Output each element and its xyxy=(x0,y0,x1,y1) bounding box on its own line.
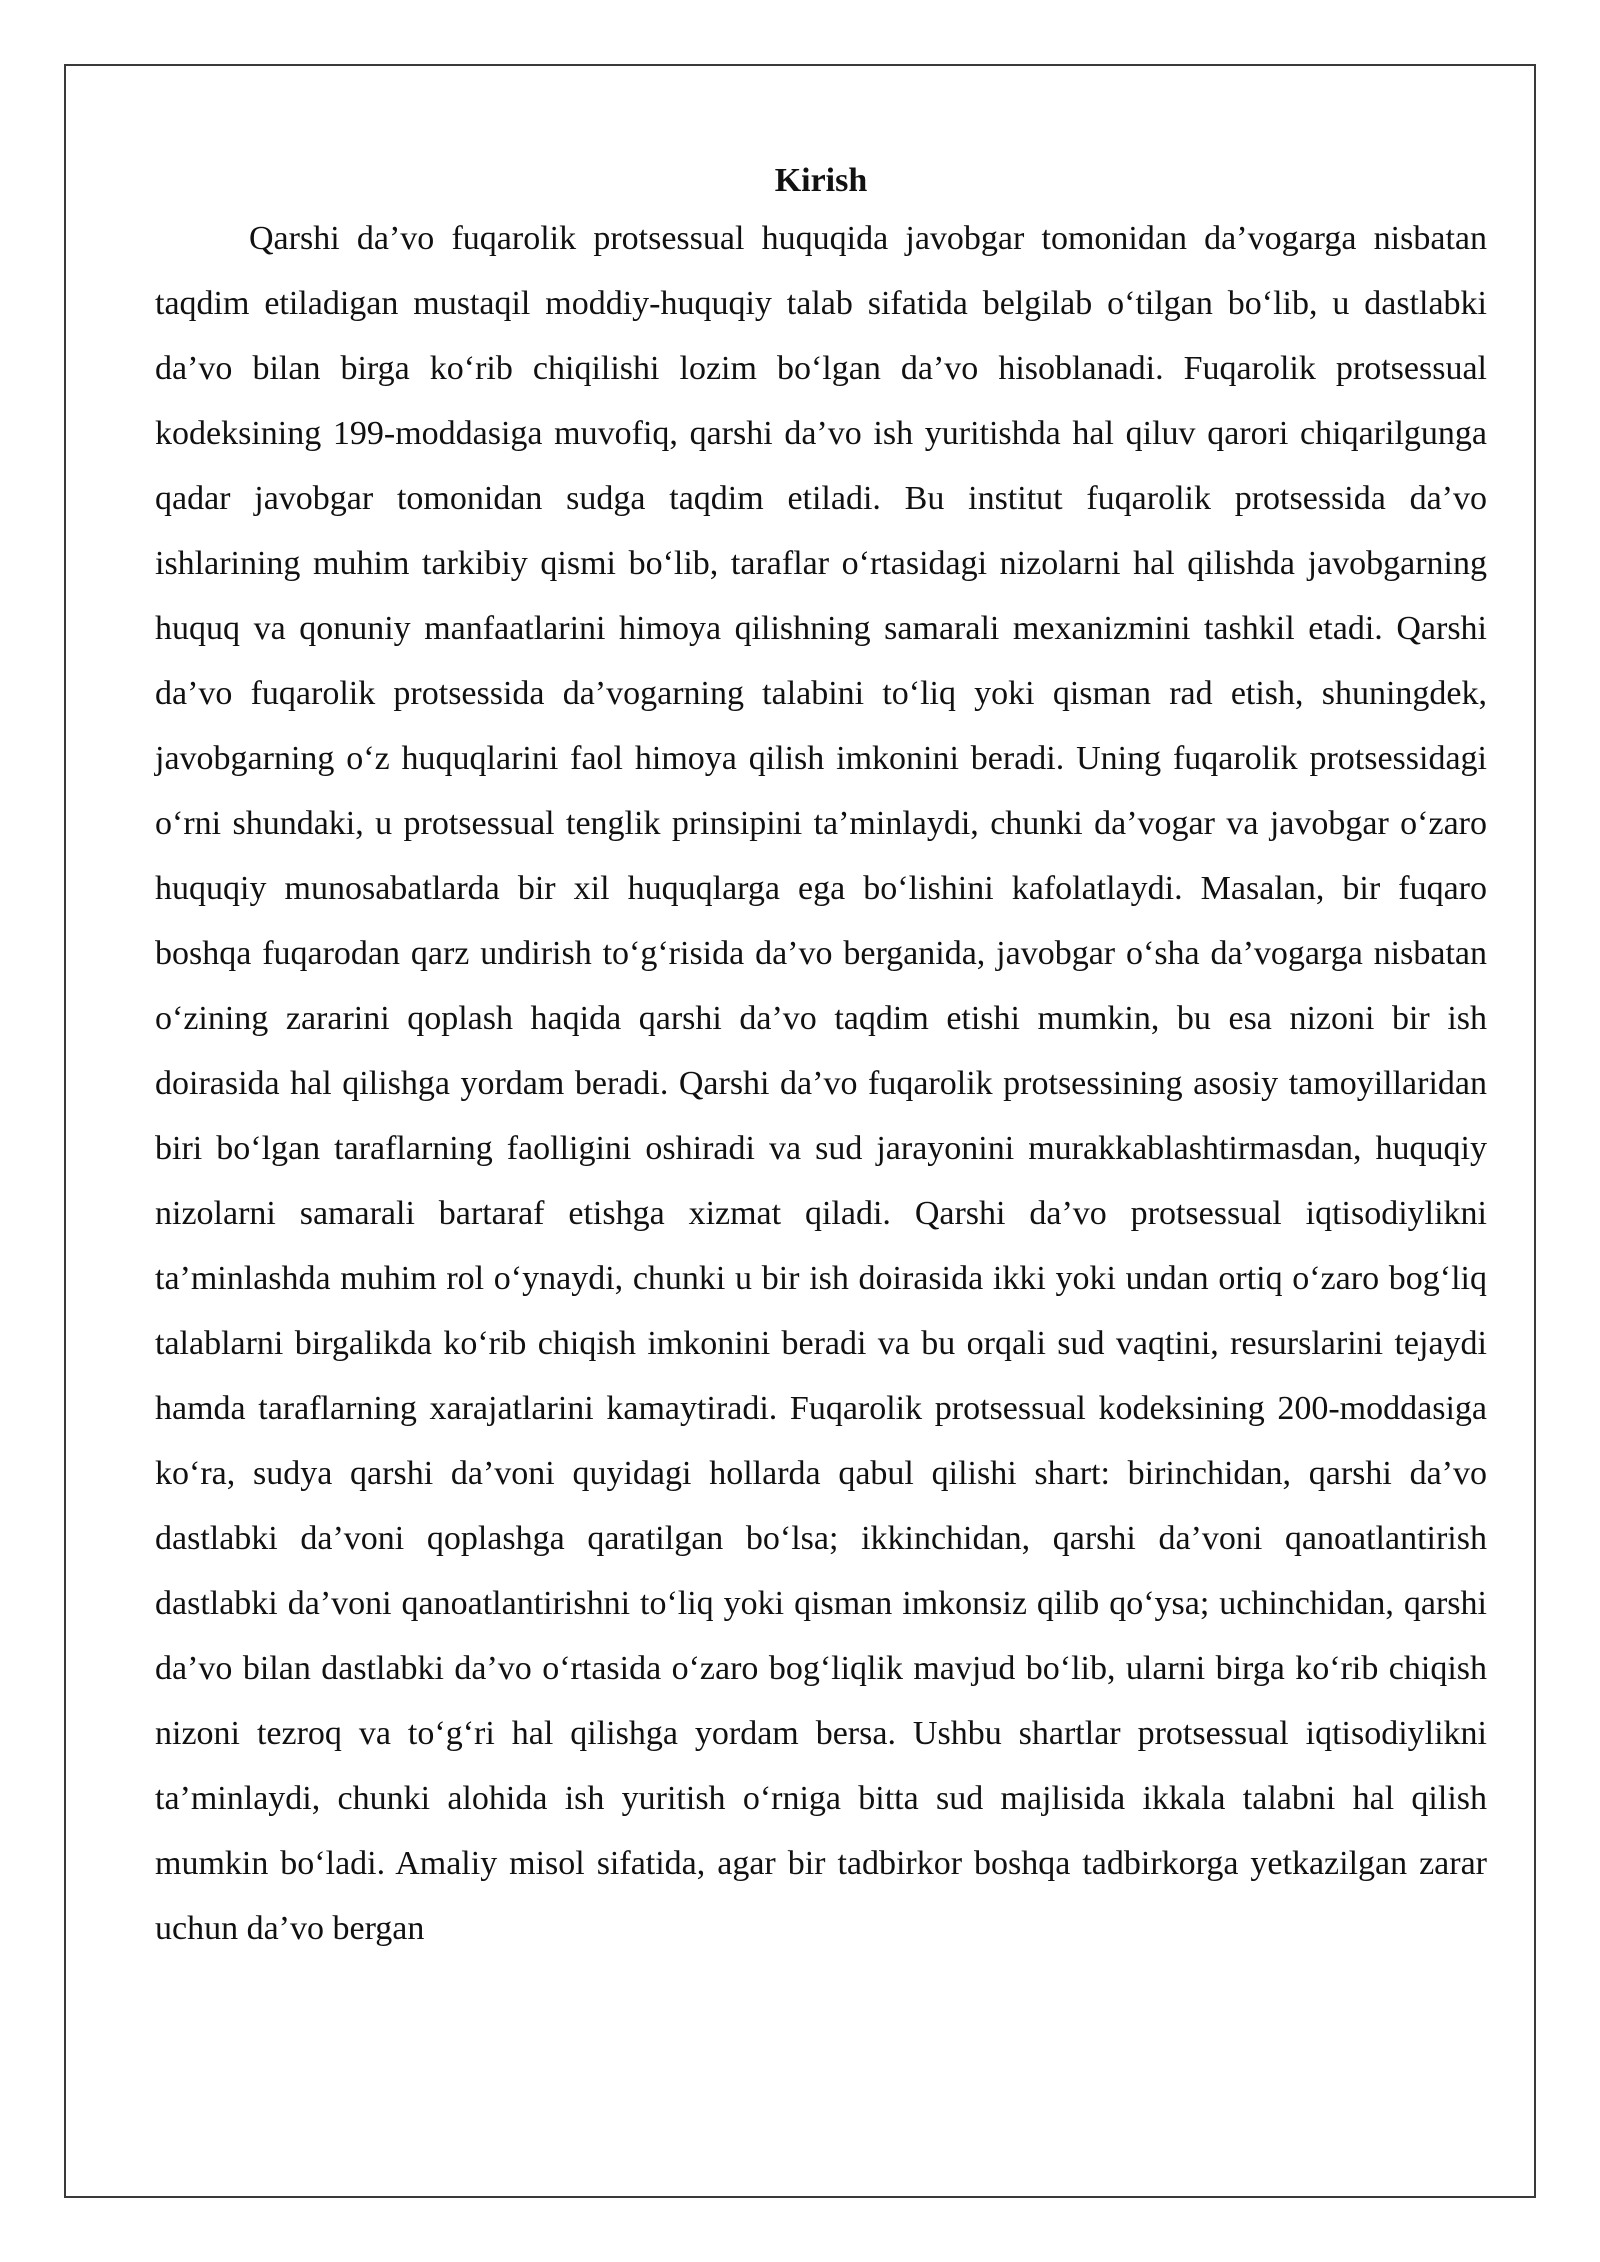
document-page xyxy=(64,64,1536,2198)
page-content xyxy=(155,156,1487,1961)
body-paragraph: Qarshi da’vo fuqarolik protsessual huquqida javobgar tomonidan da’vogarga nisbatan taqdim etiladigan mustaqil moddiy-huquqiy talab sifatida belgilab o‘tilgan bo‘lib, u dastlabki da’vo bilan birga ko‘rib chiqilishi lozim bo‘lgan da’vo hisoblanadi. Fuqarolik protsessual kodeksining 199-moddasiga muvofiq, qarshi da’vo ish yuritishda hal qiluv qarori chiqarilgunga qadar javobgar tomonidan sudga taqdim etiladi. Bu institut fuqarolik protsessida da’vo ishlarining muhim tarkibiy qismi bo‘lib, taraflar o‘rtasidagi nizolarni hal qilishda javobgarning huquq va qonuniy manfaatlarini himoya qilishning samarali mexanizmini tashkil etadi. Qarshi da’vo fuqarolik protsessida da’vogarning talabini to‘liq yoki qisman rad etish, shuningdek, javobgarning o‘z huquqlarini faol himoya qilish imkonini beradi. Uning fuqarolik protsessidagi o‘rni shundaki, u protsessual tenglik prinsipini ta’minlaydi, chunki da’vogar va javobgar o‘zaro huquqiy munosabatlarda bir xil huquqlarga ega bo‘lishini kafolatlaydi. Masalan, bir fuqaro boshqa fuqarodan qarz undirish to‘g‘risida da’vo berganida, javobgar o‘sha da’vogarga nisbatan o‘zining zararini qoplash haqida qarshi da’vo taqdim etishi mumkin, bu esa nizoni bir ish doirasida hal qilishga yordam beradi. Qarshi da’vo fuqarolik protsessining asosiy tamoyillaridan biri bo‘lgan taraflarning faolligini oshiradi va sud jarayonini murakkablashtirmasdan, huquqiy nizolarni samarali bartaraf etishga xizmat qiladi. Qarshi da’vo protsessual iqtisodiylikni ta’minlashda muhim rol o‘ynaydi, chunki u bir ish doirasida ikki yoki undan ortiq o‘zaro bog‘liq talablarni birgalikda ko‘rib chiqish imkonini beradi va bu orqali sud vaqtini, resurslarini tejaydi hamda taraflarning xarajatlarini kamaytiradi. Fuqarolik protsessual kodeksining 200-moddasiga ko‘ra, sudya qarshi da’voni quyidagi hollarda qabul qilishi shart: birinchidan, qarshi da’vo dastlabki da’voni qoplashga qaratilgan bo‘lsa; ikkinchidan, qarshi da’voni qanoatlantirish dastlabki da’voni qanoatlantirishni to‘liq yoki qisman imkonsiz qilib qo‘ysa; uchinchidan, qarshi da’vo bilan dastlabki da’vo o‘rtasida o‘zaro bog‘liqlik mavjud bo‘lib, ularni birga ko‘rib chiqish nizoni tezroq va to‘g‘ri hal qilishga yordam bersa. Ushbu shartlar protsessual iqtisodiylikni ta’minlaydi, chunki alohida ish yuritish o‘rniga bitta sud majlisida ikkala talabni hal qilish mumkin bo‘ladi. Amaliy misol sifatida, agar bir tadbirkor boshqa tadbirkorga yetkazilgan zarar uchun da’vo bergan xyxy=(155,220,1487,1947)
section-title: Kirish xyxy=(774,162,868,199)
